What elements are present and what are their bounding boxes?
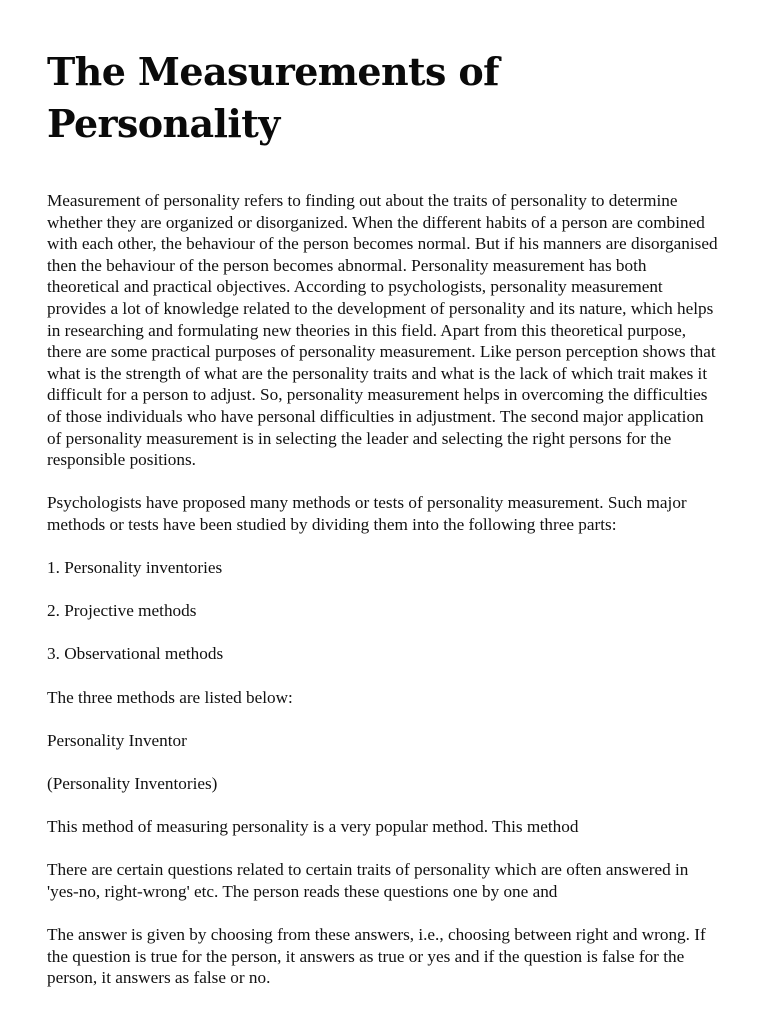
paragraph-answers: The answer is given by choosing from these answers, i.e., choosing between right and wrong. If the question is true for the person, it answers as true or yes and if the question is false for the person, it answers as false or no. (47, 925, 706, 988)
section-heading-inventor: Personality Inventor (47, 730, 187, 750)
paragraph-intro: Measurement of personality refers to finding out about the traits of personality to determine whether they are organized or disorganized. When the different habits of a person are combined with each other, the behaviour of the person becomes normal. But if his manners are disorganised then the behaviour of the person becomes abnormal. Personality measurement has both theoretical and practical objectives. According to psychologists, personality measurement provides a lot of knowledge related to the development of personality and its nature, which helps in researching and formulating new theories in this field. Apart from this theoretical purpose, there are some practical purposes of personality measurement. Like person perception shows that what is the strength of what are the personality traits and what is the lack of which trait makes it difficult for a person to adjust. So, personality measurement helps in overcoming the difficulties of those individuals who have personal difficulties in adjustment. The second major application of personality measurement is in selecting the leader and selecting the right persons for the responsible positions. (47, 191, 718, 470)
list-item-personality-inventories: 1. Personality inventories (47, 558, 223, 578)
paragraph-methods-intro: Psychologists have proposed many methods or tests of personality measurement. Such major methods or tests have been studied by dividing them into the following three parts: (47, 493, 687, 534)
section-subheading-inventories: (Personality Inventories) (47, 774, 218, 794)
page-title: The Measurements of Personality (47, 49, 499, 146)
document-body (47, 190, 722, 989)
paragraph-popular-method: This method of measuring personality is a very popular method. This method (47, 817, 579, 837)
list-item-projective-methods: 2. Projective methods (47, 601, 197, 621)
paragraph-methods-listed: The three methods are listed below: (47, 687, 293, 707)
paragraph-questions: There are certain questions related to certain traits of personality which are often answered in 'yes-no, right-wrong' etc. The person reads these questions one by one and (47, 860, 689, 901)
list-item-observational-methods: 3. Observational methods (47, 644, 224, 664)
